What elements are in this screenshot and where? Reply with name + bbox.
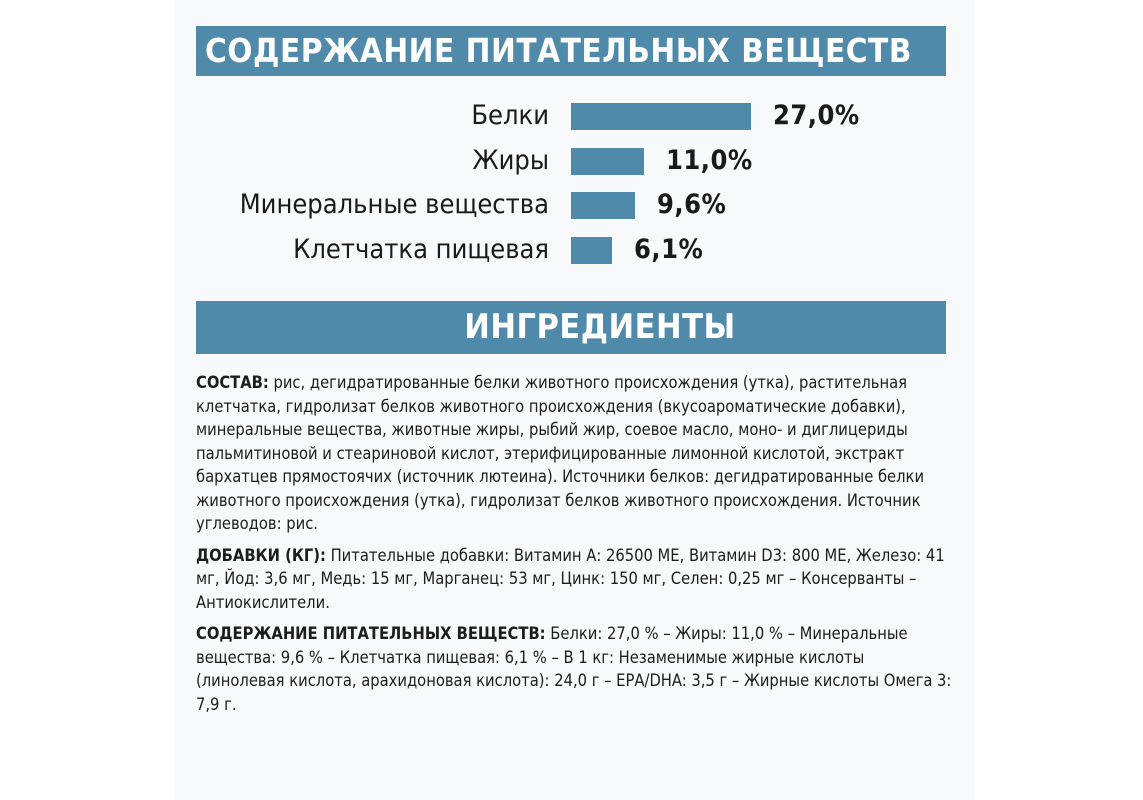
composition-text: рис, дегидратированные белки животного происхождения (утка), растительная клетчатка, гидролизат белков животного происхождения (вкусоароматические добавки), минеральные вещества, животные жиры, рыбий жир, соевое масло, моно- и диглицериды пальмитиновой и стеариновой кислот, этерифицированные лимонной кислотой, экстракт бархатцев прямостоячих (источник лютеина). Источники белков: дегидратированные белки животного происхождения (утка), гидролизат белков животного происхождения. Источник углеводов: рис. [196,373,925,533]
bar-label: Белки [471,100,549,131]
nutrients-paragraph [196,622,956,716]
ingredients-text-block [196,371,956,724]
bar [571,192,635,219]
bar [571,148,644,175]
additives-label: ДОБАВКИ (КГ): [196,545,326,565]
bar-value-label: 11,0% [666,144,753,176]
additives-text: Питательные добавки: Витамин А: 26500 МЕ, Витамин D3: 800 МЕ, Железо: 41 мг, Йод: 3,6 мг, Медь: 15 мг, Марганец: 53 мг, Цинк: 150 мг, Селен: 0,25 мг – Консерванты – Антиокислители. [196,545,945,612]
bar-value-label: 6,1% [634,234,704,266]
ingredients-title: ИНГРЕДИЕНТЫ [464,307,736,347]
bar-value-label: 9,6% [657,189,727,221]
ingredients-title-band [196,301,946,354]
nutrient-bar-chart [0,0,1143,300]
bar [571,237,612,264]
composition-paragraph [196,371,956,536]
bar-value-label: 27,0% [773,100,860,131]
nutrients-label: СОДЕРЖАНИЕ ПИТАТЕЛЬНЫХ ВЕЩЕСТВ: [196,624,546,643]
composition-label: СОСТАВ: [196,373,269,392]
bar-label: Жиры [472,144,549,176]
nutrients-text: Белки: 27,0 % – Жиры: 11,0 % – Минеральные вещества: 9,6 % – Клетчатка пищевая: 6,1 % – В 1 кг: Незаменимые жирные кислоты (линолевая кислота, арахидоновая кислота): 24,0 г – ЕРА/DHA: 3,5 г – Жирные кислоты Омега 3: 7,9 г. [196,624,952,714]
bar-label: Минеральные вещества [239,189,549,221]
bar-label: Клетчатка пищевая [293,234,549,266]
additives-paragraph [196,544,956,615]
bar [571,103,751,130]
nutrients-title: СОДЕРЖАНИЕ ПИТАТЕЛЬНЫХ ВЕЩЕСТВ [205,31,912,70]
